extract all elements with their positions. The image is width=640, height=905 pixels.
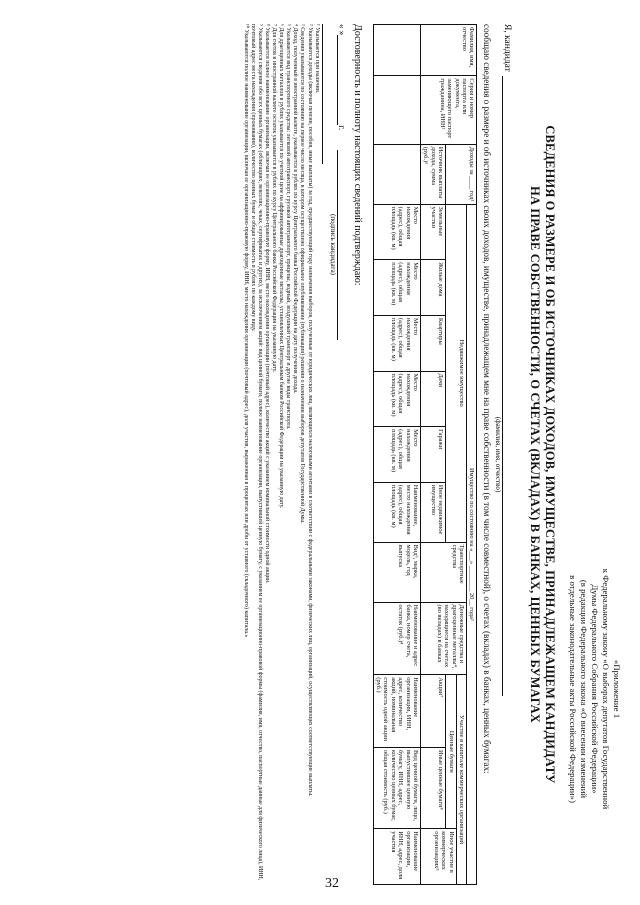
appendix-line: в отдельные законодательные акты Российской Федерации») <box>568 575 578 803</box>
cell-garage: Место нахождения (адрес), общая площадь (кв. м) <box>373 427 420 483</box>
appendix-line: к Федеральному закону «О выборах депутатов Государственной <box>601 568 611 810</box>
candidate-name-field <box>502 76 513 696</box>
page-number: 32 <box>325 876 339 891</box>
candidate-label: Я, кандидат <box>502 24 512 72</box>
header-commercial: Участие в капитале коммерческих организаций <box>456 675 466 885</box>
cell-transport: Вид⁶, марка, модель, год выпуска <box>373 542 420 602</box>
footnote: ⁹ Указываются сведения обо всех ценных бумагах (облигациях, векселях, чеках, сертификатах и других), за исключением акций: вид ценной бумаги, полное наименование организации, выпустившей ценную бумагу, с указанием ее организационно-правовой формы (фамилия, имя, отчество, паспортные данные для физического лица), ИНН, почтовый адрес места нахождения (проживания), количество ценных бумаг и общая стоимость в рублях по каждому виду. <box>249 24 263 881</box>
header-realty: Недвижимое имущество <box>446 204 467 542</box>
signature-hint: (подпись кандидата) <box>328 214 337 276</box>
footnote: ⁷ Для счетов в иностранной валюте остаток указывается в рублях по курсу Центрального банка Российской Федерации на указанную дату. <box>271 24 278 373</box>
header-dacha: Дачи <box>421 371 446 427</box>
header-house: Жилые дома <box>421 260 446 316</box>
header-flat: Квартиры <box>421 315 446 371</box>
confirmation-text: Достоверность и полноту настоящих сведений подтверждаю: <box>351 24 363 286</box>
date-quote: « » <box>336 24 347 36</box>
document-title <box>527 24 557 885</box>
header-source: Источник выплаты дохода, сумма (руб.)⁵ <box>421 144 446 204</box>
cell-other-participation: Наименование организации, ИНН, адрес, доля участия <box>373 829 420 885</box>
cell-flat: Место нахождения (адрес), общая площадь (кв. м) <box>373 315 420 371</box>
footnotes <box>242 24 320 885</box>
header-transport: Транспортные средства <box>421 542 467 602</box>
header-property: Имущество по состоянию на «___» ________ 20__ года³ <box>467 204 477 884</box>
title-line: НА ПРАВЕ СОБСТВЕННОСТИ, О СЧЕТАХ (ВКЛАДАХ) В БАНКАХ, ЦЕННЫХ БУМАГАХ <box>528 186 542 723</box>
header-fio: Фамилия, имя, отчество <box>421 25 477 76</box>
candidate-line <box>502 24 513 885</box>
cell-house: Место нахождения (адрес), общая площадь (кв. м) <box>373 260 420 316</box>
footnote: ³ Сведения указываются по состоянию на первое число месяца, в котором осуществлено официальное опубликование (публикация) решения о назначении выборов депутатов Государственной Думы. <box>299 24 306 524</box>
cell-money: Наименование и адрес банка, номер счета, остаток (руб.)⁴ <box>373 602 420 675</box>
appendix-line: Думы Федерального Собрания Российской Федерации» <box>590 584 600 794</box>
header-other-realty: Иное недвижимое имущество <box>421 482 446 542</box>
header-shares: Акции⁷ <box>421 675 446 748</box>
header-securities: Ценные бумаги <box>446 675 456 829</box>
cell-other-securities: Вид ценной бумаги, лицо, выпустившее ценную бумагу, ИНН, адрес, количество ценных бумаг, общая стоимость (руб.) <box>373 747 420 828</box>
header-other-securities: Иные ценные бумаги⁸ <box>421 747 446 828</box>
footnote: ⁸ Указывается полное наименование организации, включая ее организационно-правовую форму, ИНН, место нахождения организации (почтовый адрес), количество акций с указанием номинальной стоимости одной акции. <box>263 24 270 584</box>
appendix-line: (в редакции Федерального закона «О внесении изменений <box>579 579 589 799</box>
footnote: ¹⁰ Указываются полное наименование организации, включая ее организационно-правовую форму, ИНН, место нахождения организации (почтовый адрес), доля участия, выраженная в процентах или дроби от уставного (складочного) капитала.» <box>242 24 249 638</box>
header-income: Доходы за ____ год² <box>446 144 477 204</box>
declaration-table <box>373 24 478 885</box>
cell-shares: Наименование организации, ИНН, адрес, количество акций, номинальная стоимость одной акции (руб.) <box>373 675 420 748</box>
cell-fio <box>373 25 420 76</box>
cell-other-realty: Наименование, место нахождения (адрес), общая площадь (кв. м) <box>373 482 420 542</box>
title-line: СВЕДЕНИЯ О РАЗМЕРЕ И ОБ ИСТОЧНИКАХ ДОХОДОВ, ИМУЩЕСТВЕ, ПРИНАДЛЕЖАЩЕМ КАНДИДАТУ <box>543 125 557 784</box>
date-year: г. <box>336 125 347 131</box>
cell-land: Место нахождения (адрес), общая площадь (кв. м) <box>373 204 420 260</box>
header-other-participation: Иное участие в коммерческих организациях⁹ <box>421 829 457 885</box>
cell-passport <box>373 76 420 144</box>
footnote: ¹ Указывается при наличии. <box>313 24 320 94</box>
header-garage: Гаражи <box>421 427 446 483</box>
header-land: Земельные участки <box>421 204 446 260</box>
cell-source <box>373 144 420 204</box>
footnote-divider <box>322 24 323 164</box>
footnote: ² Указываются доходы (включая пенсии, пособия, иные выплаты) за год, предшествующий году назначения выборов, полученные от юридических лиц, являющихся налоговыми агентами в соответствии с федеральными законами, физических лиц, организаций, осуществляющих соответствующие выплаты. <box>306 24 313 797</box>
footnote: ⁵ Указывается вид транспортного средства: легковой автотранспорт, грузовой автотранспорт, прицепы, водный, воздушный транспорт и другие виды транспорта. <box>285 24 292 430</box>
header-money: Денежные средства и драгоценные металлы⁴, находящиеся на счетах (во вкладах) в банках <box>421 602 467 675</box>
cell-dacha: Место нахождения (адрес), общая площадь (кв. м) <box>373 371 420 427</box>
appendix-line: «Приложение 1 <box>612 659 622 719</box>
header-passport: Серия и номер паспорта или документа, заменяющего паспорт гражданина, ИНН¹ <box>421 76 477 144</box>
appendix-header <box>567 489 622 889</box>
signature-row <box>337 24 348 885</box>
date-line <box>337 35 348 125</box>
signature-line <box>337 150 348 340</box>
fio-hint: (фамилия, имя, отчество) <box>494 416 502 493</box>
footnote: ⁶ Для драгоценных металлов в рублях указывается по учетной цене на аффинированные драгоценные металлы, установленных Центральным банком Российской Федерации на указанную дату. <box>278 24 285 509</box>
intro-text: сообщаю сведения о размере и об источниках своих доходов, имуществе, принадлежащем мне на праве собственности (в том числе совместной), о счетах (вкладах) в банках, ценных бумагах: <box>482 24 492 774</box>
footnote: ⁴ Доход, полученный в иностранной валюте, указывается в рублях по курсу Центрального банка Российской Федерации на дату получения дохода. <box>292 24 299 394</box>
